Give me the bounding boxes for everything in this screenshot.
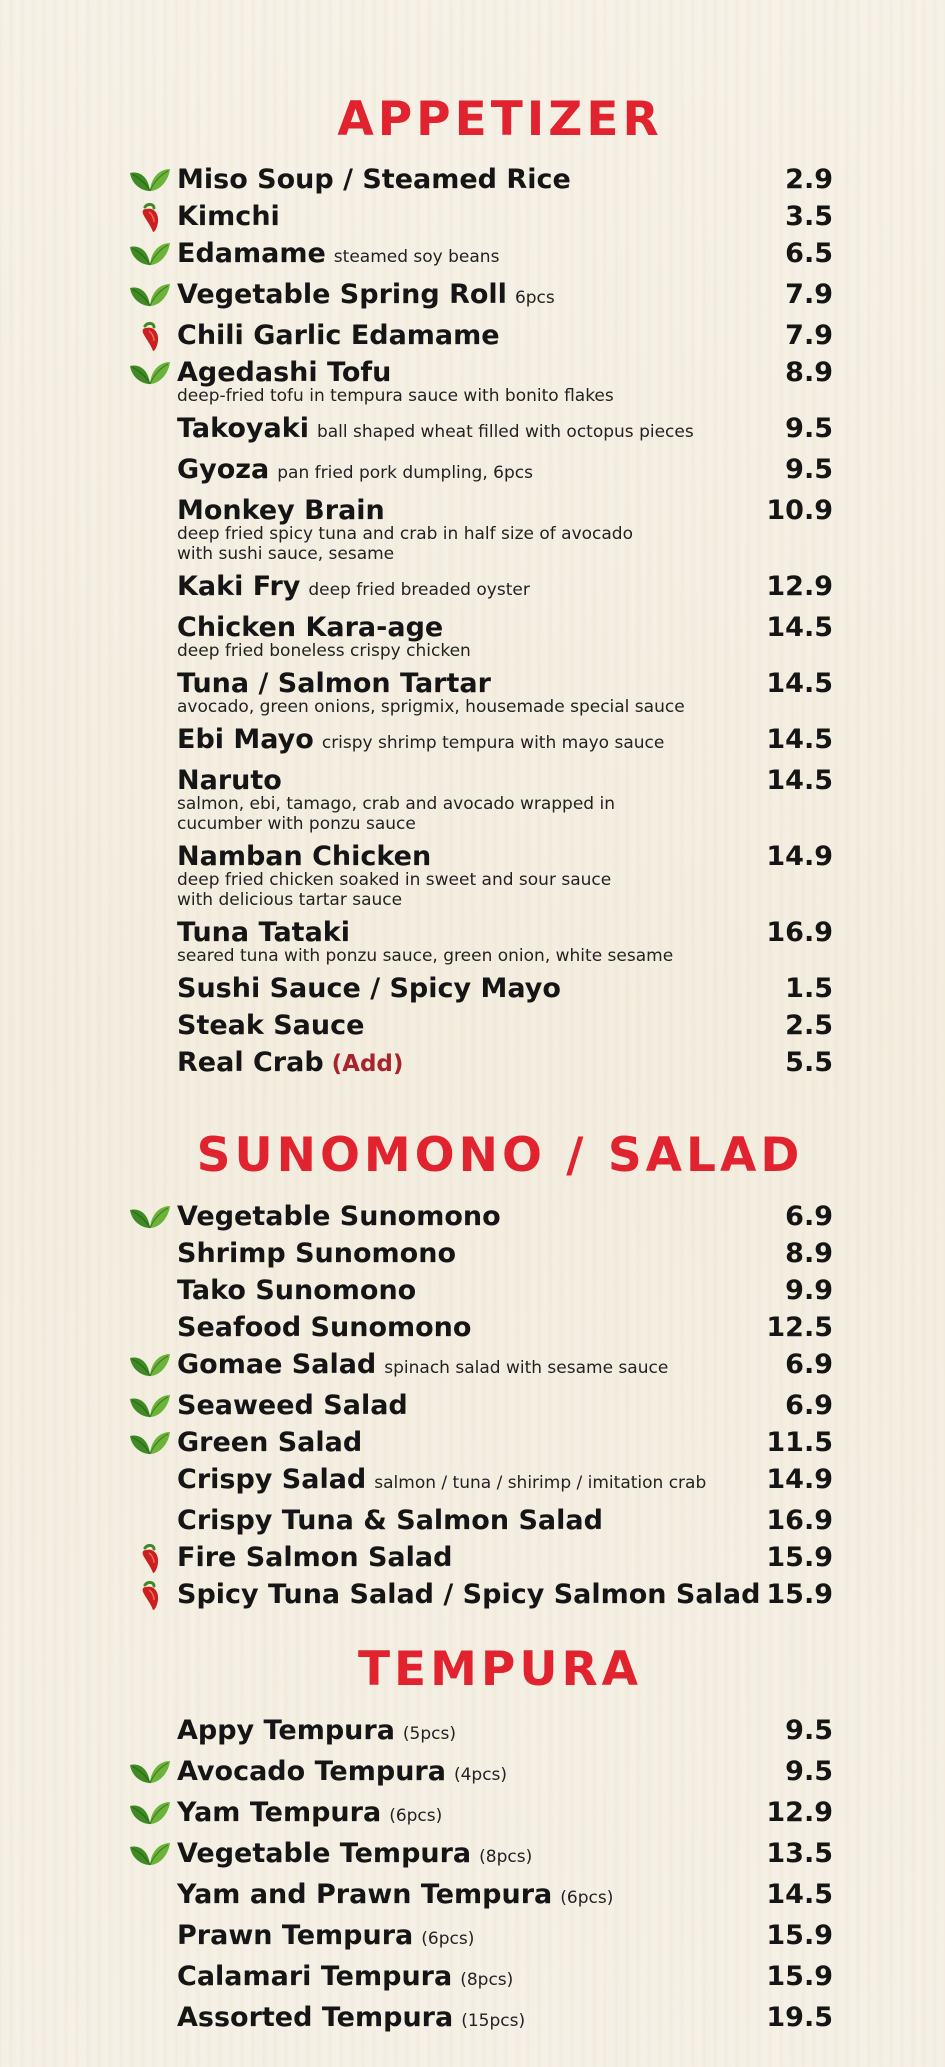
- menu-item: [0, 1387, 945, 1424]
- menu-item: [0, 1753, 945, 1794]
- item-name: Fire Salmon Salad: [177, 1542, 453, 1573]
- item-name: Edamame: [177, 238, 326, 269]
- item-price: 3.5: [785, 201, 833, 232]
- menu-item: [0, 161, 945, 198]
- item-price: 6.9: [785, 1201, 833, 1232]
- item-name: Seaweed Salad: [177, 1390, 408, 1421]
- item-name: Monkey Brain: [177, 495, 385, 526]
- menu-item: [0, 970, 945, 1007]
- item-name: Appy Tempura: [177, 1715, 395, 1746]
- menu-item: [0, 1309, 945, 1346]
- item-note: salmon / tuna / shirimp / imitation crab: [374, 1473, 707, 1493]
- item-note: (4pcs): [453, 1765, 508, 1785]
- item-price: 7.9: [785, 279, 833, 310]
- item-name: Crispy Tuna & Salmon Salad: [177, 1505, 603, 1536]
- item-name: Sushi Sauce / Spicy Mayo: [177, 973, 561, 1004]
- item-add-label: (Add): [331, 1051, 404, 1077]
- menu-item: [0, 354, 945, 410]
- item-note: (6pcs): [421, 1929, 475, 1949]
- item-name: Avocado Tempura: [177, 1756, 446, 1787]
- item-note: pan fried pork dumpling, 6pcs: [277, 463, 533, 483]
- item-note: ball shaped wheat filled with octopus pieces: [316, 422, 694, 442]
- menu-item: [0, 1794, 945, 1835]
- item-name: Tuna / Salmon Tartar: [177, 668, 491, 699]
- menu-item: [0, 1917, 945, 1958]
- item-description: deep fried spicy tuna and crab in half size of avocado: [177, 524, 634, 544]
- item-price: 10.9: [766, 495, 833, 526]
- chili-icon: [128, 1543, 172, 1573]
- item-name: Calamari Tempura: [177, 1961, 453, 1992]
- leaf-icon: [128, 165, 172, 195]
- item-note: 6pcs: [514, 288, 555, 308]
- item-name: Chili Garlic Edamame: [177, 320, 500, 351]
- menu-item: [0, 1539, 945, 1576]
- item-price: 2.9: [785, 164, 833, 195]
- item-price: 14.9: [766, 1464, 833, 1495]
- item-price: 14.5: [766, 612, 833, 643]
- leaf-icon: [128, 1391, 172, 1421]
- appetizer-list: [0, 161, 945, 1081]
- menu-item: [0, 1576, 945, 1613]
- item-name: Shrimp Sunomono: [177, 1238, 456, 1269]
- item-description: salmon, ebi, tamago, crab and avocado wrapped in: [177, 794, 615, 814]
- menu-item: [0, 451, 945, 492]
- menu-item: [0, 1461, 945, 1502]
- item-name: Assorted Tempura: [177, 2002, 454, 2033]
- leaf-icon: [128, 239, 172, 269]
- section-title-appetizer: APPETIZER: [337, 92, 663, 147]
- item-price: 9.9: [785, 1275, 833, 1306]
- menu-item: [0, 914, 945, 970]
- item-description: with delicious tartar sauce: [177, 890, 403, 910]
- item-price: 6.9: [785, 1390, 833, 1421]
- item-name: Kimchi: [177, 201, 280, 232]
- item-price: 6.9: [785, 1349, 833, 1380]
- item-price: 13.5: [766, 1838, 833, 1869]
- item-price: 9.5: [785, 413, 833, 444]
- menu-item: [0, 838, 945, 914]
- item-description: avocado, green onions, sprigmix, housemade special sauce: [177, 697, 685, 717]
- item-name: Ebi Mayo: [177, 724, 314, 755]
- menu-item: [0, 276, 945, 317]
- item-price: 16.9: [766, 917, 833, 948]
- menu-item: [0, 1007, 945, 1044]
- tempura-list: [0, 1712, 945, 2040]
- item-price: 16.9: [766, 1505, 833, 1536]
- menu-item: [0, 1958, 945, 1999]
- item-price: 9.5: [785, 454, 833, 485]
- item-name: Tako Sunomono: [177, 1275, 417, 1306]
- leaf-icon: [128, 1202, 172, 1232]
- menu-item: [0, 1835, 945, 1876]
- menu-item: [0, 235, 945, 276]
- item-name: Seafood Sunomono: [177, 1312, 472, 1343]
- item-name: Real Crab: [177, 1047, 324, 1078]
- item-name: Gyoza: [177, 454, 270, 485]
- item-name: Spicy Tuna Salad / Spicy Salmon Salad: [177, 1579, 761, 1610]
- item-name: Miso Soup / Steamed Rice: [177, 164, 571, 195]
- item-price: 12.9: [766, 1797, 833, 1828]
- leaf-icon: [128, 280, 172, 310]
- menu-item: [0, 1198, 945, 1235]
- item-price: 9.5: [785, 1715, 833, 1746]
- item-name: Vegetable Spring Roll: [177, 279, 507, 310]
- item-price: 1.5: [785, 973, 833, 1004]
- item-price: 14.5: [766, 765, 833, 796]
- menu-item: [0, 609, 945, 665]
- salad-list: [0, 1198, 945, 1613]
- menu-item: [0, 492, 945, 568]
- menu-item: [0, 1044, 945, 1081]
- leaf-icon: [128, 1798, 172, 1828]
- item-name: Gomae Salad: [177, 1349, 377, 1380]
- item-note: (8pcs): [479, 1847, 533, 1867]
- item-name: Crispy Salad: [177, 1464, 367, 1495]
- item-price: 14.5: [766, 668, 833, 699]
- item-price: 12.5: [766, 1312, 833, 1343]
- item-name: Yam and Prawn Tempura: [177, 1879, 553, 1910]
- item-name: Agedashi Tofu: [177, 357, 392, 388]
- item-price: 19.5: [766, 2002, 833, 2033]
- item-price: 12.9: [766, 571, 833, 602]
- item-price: 11.5: [766, 1427, 833, 1458]
- item-price: 15.9: [766, 1961, 833, 1992]
- item-description: with sushi sauce, sesame: [177, 544, 395, 564]
- item-note: spinach salad with sesame sauce: [384, 1358, 669, 1378]
- menu-item: [0, 665, 945, 721]
- item-price: 8.9: [785, 357, 833, 388]
- item-description: seared tuna with ponzu sauce, green onion, white sesame: [177, 946, 674, 966]
- menu-item: [0, 1502, 945, 1539]
- menu-item: [0, 1999, 945, 2040]
- item-price: 2.5: [785, 1010, 833, 1041]
- menu-item: [0, 198, 945, 235]
- leaf-icon: [128, 1350, 172, 1380]
- item-description: cucumber with ponzu sauce: [177, 814, 416, 834]
- item-price: 15.9: [766, 1542, 833, 1573]
- section-title-salad: SUNOMONO / SALAD: [196, 1128, 804, 1183]
- item-price: 15.9: [766, 1579, 833, 1610]
- item-name: Green Salad: [177, 1427, 363, 1458]
- menu-item: [0, 1272, 945, 1309]
- menu-item: [0, 410, 945, 451]
- menu-item: [0, 1424, 945, 1461]
- item-price: 7.9: [785, 320, 833, 351]
- leaf-icon: [128, 1757, 172, 1787]
- section-title-tempura: TEMPURA: [357, 1642, 643, 1697]
- menu-item: [0, 762, 945, 838]
- item-price: 9.5: [785, 1756, 833, 1787]
- item-description: deep fried chicken soaked in sweet and sour sauce: [177, 870, 612, 890]
- leaf-icon: [128, 1839, 172, 1869]
- menu-item: [0, 1876, 945, 1917]
- item-note: (8pcs): [460, 1970, 514, 1990]
- item-description: deep-fried tofu in tempura sauce with bonito flakes: [177, 386, 614, 406]
- menu-item: [0, 721, 945, 762]
- item-price: 14.5: [766, 1879, 833, 1910]
- item-name: Vegetable Sunomono: [177, 1201, 501, 1232]
- item-price: 5.5: [785, 1047, 833, 1078]
- item-price: 8.9: [785, 1238, 833, 1269]
- item-name: Steak Sauce: [177, 1010, 365, 1041]
- item-name: Prawn Tempura: [177, 1920, 414, 1951]
- item-description: deep fried boneless crispy chicken: [177, 641, 471, 661]
- item-price: 14.9: [766, 841, 833, 872]
- item-name: Vegetable Tempura: [177, 1838, 472, 1869]
- menu-item: [0, 317, 945, 354]
- item-note: crispy shrimp tempura with mayo sauce: [321, 733, 665, 753]
- item-note: (15pcs): [461, 2011, 526, 2031]
- menu-item: [0, 1235, 945, 1272]
- item-price: 15.9: [766, 1920, 833, 1951]
- item-note: deep fried breaded oyster: [308, 580, 530, 600]
- menu-item: [0, 568, 945, 609]
- item-name: Namban Chicken: [177, 841, 432, 872]
- chili-icon: [128, 202, 172, 232]
- item-note: steamed soy beans: [333, 247, 500, 267]
- item-name: Yam Tempura: [177, 1797, 382, 1828]
- item-name: Kaki Fry: [177, 571, 301, 602]
- item-name: Tuna Tataki: [177, 917, 351, 948]
- item-price: 6.5: [785, 238, 833, 269]
- chili-icon: [128, 1580, 172, 1610]
- menu-item: [0, 1346, 945, 1387]
- item-name: Chicken Kara-age: [177, 612, 444, 643]
- item-name: Naruto: [177, 765, 282, 796]
- item-note: (5pcs): [402, 1724, 456, 1744]
- item-price: 14.5: [766, 724, 833, 755]
- item-note: (6pcs): [560, 1888, 614, 1908]
- item-name: Takoyaki: [177, 413, 309, 444]
- item-note: (6pcs): [389, 1806, 443, 1826]
- leaf-icon: [128, 1428, 172, 1458]
- leaf-icon: [128, 358, 172, 388]
- menu-item: [0, 1712, 945, 1753]
- chili-icon: [128, 321, 172, 351]
